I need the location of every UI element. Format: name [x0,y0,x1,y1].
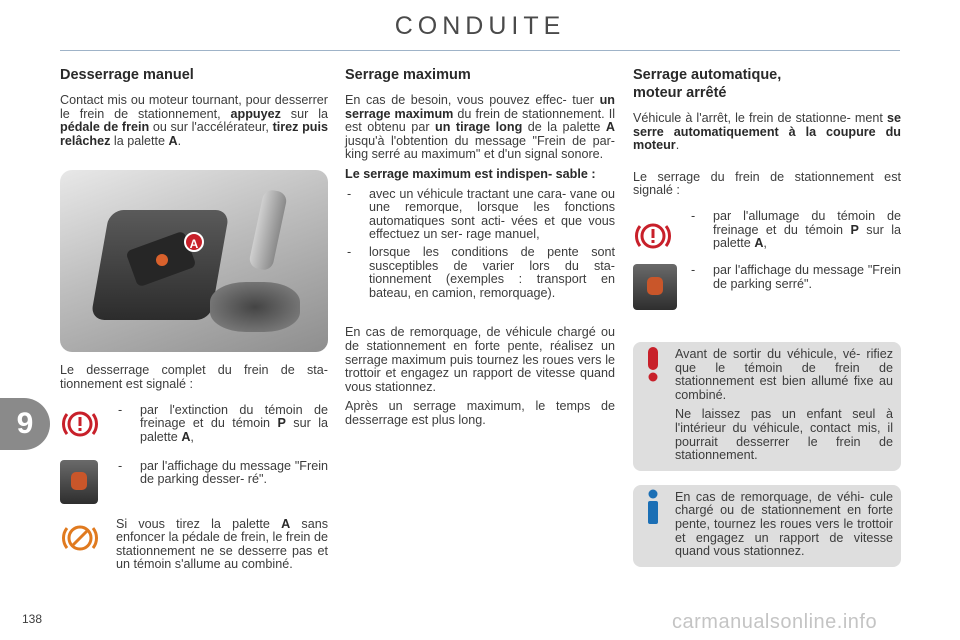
serrage-auto-p2: Le serrage du frein de stationnement est signalé : [633,169,901,198]
heading-line-2: moteur arrêté [633,85,727,101]
desserrage-warning [60,518,328,572]
p1-a: A [605,120,615,135]
desserrage-item-2 [60,460,328,512]
gear-selector [248,189,288,272]
panel-tile [633,264,677,310]
exclamation-icon [639,346,667,382]
item-text: , [763,236,767,251]
serrage-auto-list-1 [689,210,901,251]
watermark: carmanualsonline.info [672,611,878,633]
p1-text: de la palette [522,120,606,135]
panel-mark [647,277,663,295]
desserrage-list-1 [116,404,328,445]
item-text: sur la palette [140,416,328,444]
desserrage-intro [60,94,328,148]
brake-fault-icon [60,518,104,562]
p1-bold: un tirage long [435,120,523,135]
list-item: - par l'affichage du message "Frein de parking serré". [689,264,901,291]
serrage-auto-list-2 [689,264,901,291]
intro-seg-4: ou sur l'accélérateur, [149,120,273,135]
heading-serrage-auto [633,66,901,102]
desserrage-list-2 [116,460,328,487]
column-serrage-maximum [345,58,615,433]
label-a-badge: A [184,232,204,252]
list-item: - lorsque les conditions de pente sont susceptibles de varier lors du sta- tionnement (exemples : transport en bateau, en camion, remorquage). [345,246,615,300]
heading-serrage-maximum: Serrage maximum [345,67,471,83]
intro-seg-2: sur la [280,106,328,121]
item-a: A [181,429,191,444]
serrage-max-p1 [345,94,615,162]
intro-seg-8: . [177,133,182,148]
heading-desserrage: Desserrage manuel [60,67,194,83]
list-item: - avec un véhicule tractant une cara- vane ou une remorque, lorsque les fonctions automatiques sont acti- vées et que vous effectuez un ser- rage manuel, [345,188,615,242]
cupholder [210,282,300,332]
brake-panel-icon [633,264,677,308]
intro-seg-0: Contact mis ou moteur tournant, pour desserrer le frein de stationnement, [60,93,328,121]
warn-a: A [281,516,291,531]
item-p: P [850,222,859,237]
serrage-max-p3: En cas de remorquage, de véhicule chargé ou de stationnement en forte pente, réalisez un serrage maximum puis tournez les roues vers le trottoir et engagez un rapport de vitesse quand vous stationnez. [345,325,615,394]
serrage-max-p2 [345,168,615,182]
panel-tile [60,460,98,504]
item-a: A [754,236,764,251]
item-text: par l'extinction du témoin de freinage et du témoin [140,402,328,431]
page-title: CONDUITE [394,12,566,40]
item-p: P [277,416,286,431]
intro-seg-7: A [168,133,178,148]
brake-warning-icon [633,216,677,260]
title-rule [60,50,900,51]
brake-warning-icon [60,404,104,448]
serrage-auto-item-2 [633,264,901,324]
item-text: , [190,429,194,444]
p1-text: . [675,138,680,153]
page-number: 138 [22,612,43,626]
panel-mark [71,472,87,490]
console-photo [60,170,328,352]
heading-line-1: Serrage automatique, [633,67,782,83]
info-icon [639,489,667,525]
intro-seg-1: appuyez [230,106,281,121]
callout1-p2: Ne laissez pas un enfant seul à l'intérieur du véhicule, contact mis, il pourrait desserrer le frein de stationnement. [675,407,893,463]
desserrage-signaled: Le desserrage complet du frein de sta- tionnement est signalé : [60,363,328,391]
warning-callout [633,342,901,471]
warn-text: sans enfoncer la pédale de frein, le frein de stationnement ne se desserre pas et un témoin s'allume au combiné. [116,516,328,572]
callout1-p1: Avant de sortir du véhicule, vé- rifiez que le témoin de frein de stationnement est bien allumé fixe au combiné. [675,346,893,402]
list-item: - par l'affichage du message "Frein de parking desser- ré". [116,460,328,487]
intro-seg-5: tirez puis relâchez [60,120,328,148]
intro-seg-6: la palette [110,133,169,148]
callout2-p1: En cas de remorquage, de véhi- cule chargé ou de stationnement en forte pente, tournez les roues vers le trottoir et engagez un rapport de vitesse quand vous stationnez. [675,489,893,559]
serrage-auto-p1 [633,112,901,153]
column-serrage-auto [633,58,901,567]
p1-text: Véhicule à l'arrêt, le frein de stationne- ment [633,111,887,125]
list-item [116,404,328,445]
list-item [689,210,901,251]
warn-text: Si vous tirez la palette [116,516,282,531]
p1-bold: un serrage maximum [345,93,615,121]
chapter-tab: 9 [0,398,50,450]
item-text: sur la palette [713,222,901,251]
brake-panel-icon [60,460,104,504]
p2-bold: Le serrage maximum est indispen- sable : [345,166,596,181]
intro-seg-3: pédale de frein [60,120,150,135]
serrage-max-list [345,188,615,301]
info-callout [633,485,901,567]
serrage-auto-item-1 [633,210,901,262]
p1-bold: se serre automatiquement à la coupure du moteur [633,111,901,153]
serrage-max-p4: Après un serrage maximum, le temps de desserrage est plus long. [345,399,615,427]
item-text: par l'allumage du témoin de freinage et du témoin [713,208,901,237]
column-desserrage [60,58,328,578]
p1-text: En cas de besoin, vous pouvez effec- tuer [345,93,600,107]
p1-text: du frein de stationnement. Il est obtenu par [345,106,615,135]
desserrage-item-1 [60,404,328,456]
desserrage-warning-text [116,518,328,572]
p1-text: jusqu'à l'obtention du message "Frein de par- king serré au maximum" et d'un signal sonore. [345,133,615,162]
